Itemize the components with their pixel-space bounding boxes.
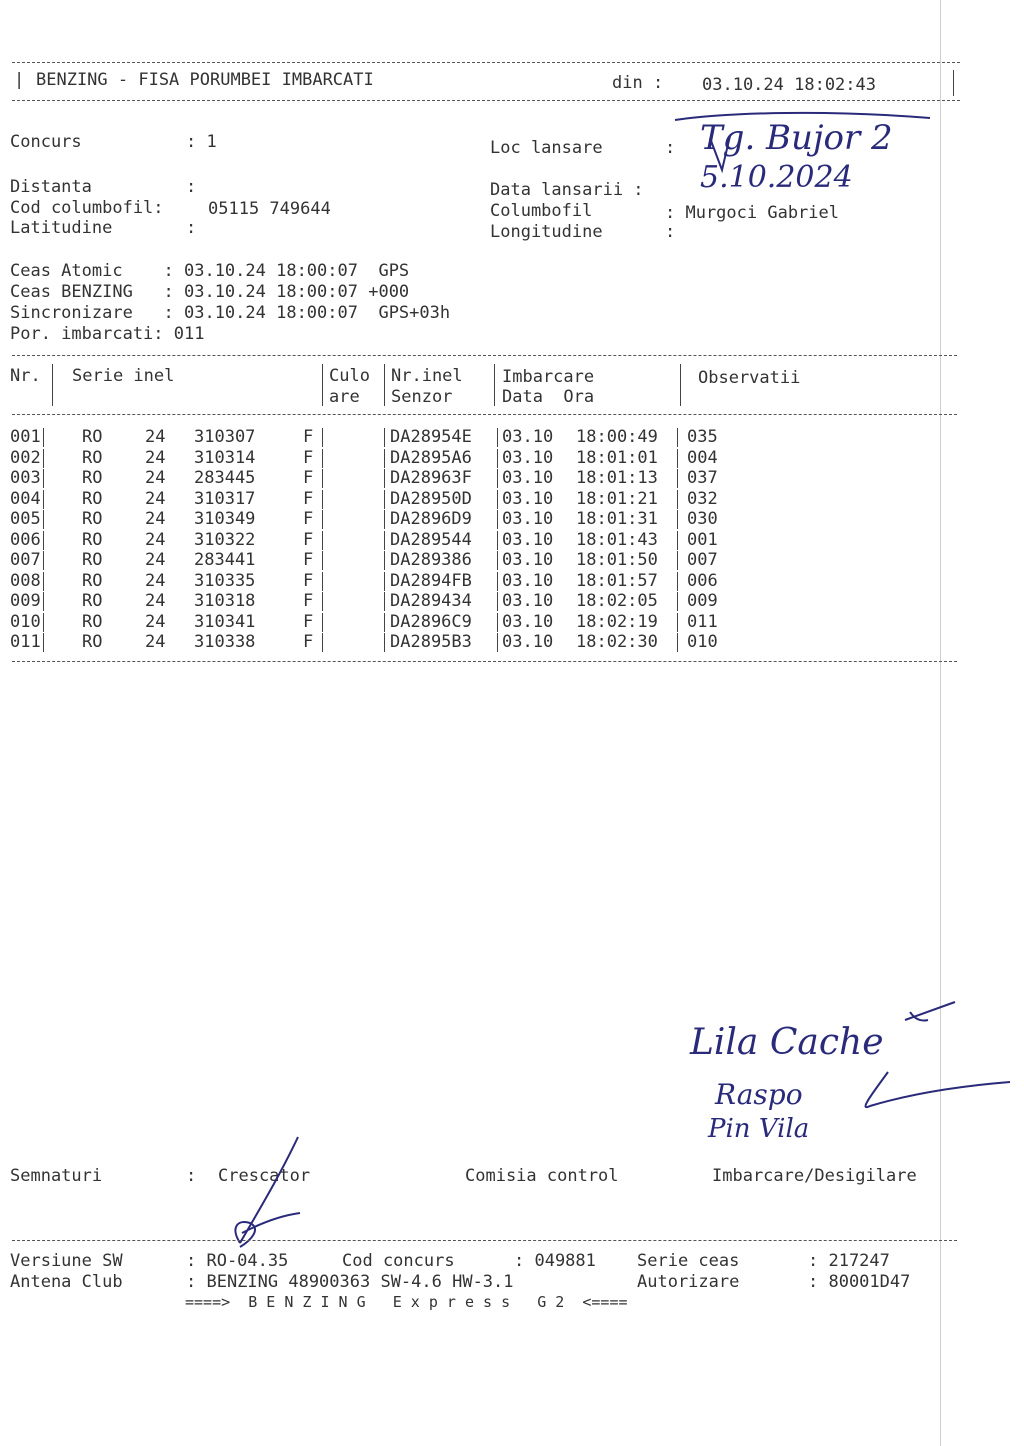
cell-nr: 010	[10, 611, 41, 632]
cell-sex: F	[303, 550, 314, 570]
col-divider-3	[384, 364, 385, 406]
cell-senzor: DA2895B3	[390, 632, 472, 652]
cell-observatii: 007	[687, 550, 718, 570]
cell-tara: RO	[82, 529, 103, 550]
cell-observatii: 035	[687, 427, 718, 447]
cell-observatii: 010	[687, 632, 718, 652]
cell-inel: 310322	[194, 529, 256, 550]
row-divider-ora	[677, 633, 678, 652]
cell-an: 24	[145, 488, 166, 509]
data-lansarii-handwritten: 5.10.2024	[700, 160, 853, 195]
table-row	[0, 632, 960, 652]
cell-ora: 18:01:50	[576, 550, 658, 570]
cell-senzor: DA289386	[390, 550, 472, 570]
row-divider-sex	[322, 613, 323, 632]
col-divider-2	[322, 364, 323, 406]
cell-ora: 18:02:19	[576, 611, 658, 632]
cell-senzor: DA2894FB	[390, 570, 472, 591]
cell-inel: 310307	[194, 427, 256, 447]
cell-data: 03.10	[502, 632, 554, 652]
cell-senzor: DA2896D9	[390, 509, 472, 529]
sincronizare-line: Sincronizare : 03.10.24 18:00:07 GPS+03h	[10, 303, 451, 323]
row-divider-nr	[43, 592, 44, 611]
col-observatii-header: Observatii	[698, 368, 801, 388]
row-divider-senzor	[497, 592, 498, 611]
latitudine-label: Latitudine	[10, 218, 113, 238]
cell-nr: 011	[10, 632, 41, 652]
cell-an: 24	[145, 427, 166, 447]
row-divider-culoare	[384, 592, 385, 611]
row-divider-sex	[322, 510, 323, 529]
signature-handwritten-2: Raspo	[715, 1078, 803, 1111]
loc-lansare-sep: :	[665, 138, 676, 158]
row-divider-culoare	[384, 531, 385, 550]
concurs-value: : 1	[186, 132, 217, 152]
page-edge-line	[940, 0, 941, 1446]
col-nrinel-header-1: Nr.inel	[391, 366, 463, 386]
row-divider-senzor	[497, 428, 498, 447]
cell-inel: 310318	[194, 591, 256, 611]
row-divider-ora	[677, 551, 678, 570]
cell-ora: 18:02:30	[576, 632, 658, 652]
cell-data: 03.10	[502, 447, 554, 468]
cell-tara: RO	[82, 611, 103, 632]
table-row	[0, 550, 960, 570]
cell-data: 03.10	[502, 488, 554, 509]
imbarcare-desigilare-label: Imbarcare/Desigilare	[712, 1166, 917, 1186]
cell-ora: 18:01:43	[576, 529, 658, 550]
footer-top-rule	[12, 1240, 957, 1241]
cell-ora: 18:01:57	[576, 570, 658, 591]
longitudine-sep: :	[665, 222, 676, 242]
table-row	[0, 448, 960, 468]
row-divider-senzor	[497, 633, 498, 652]
cell-ora: 18:00:49	[576, 427, 658, 447]
cell-inel: 310317	[194, 488, 256, 509]
cell-sex: F	[303, 529, 314, 550]
row-divider-sex	[322, 592, 323, 611]
cell-nr: 005	[10, 509, 41, 529]
cell-nr: 006	[10, 529, 41, 550]
cell-senzor: DA289544	[390, 529, 472, 550]
row-divider-sex	[322, 633, 323, 652]
cell-nr: 001	[10, 427, 41, 447]
cell-an: 24	[145, 591, 166, 611]
col-imbarcare-header-1: Imbarcare	[502, 367, 595, 387]
row-divider-ora	[677, 531, 678, 550]
cell-senzor: DA28950D	[390, 488, 472, 509]
row-divider-sex	[322, 428, 323, 447]
table-row	[0, 612, 960, 632]
benzing-banner: ====> B E N Z I N G E x p r e s s G 2 <====	[185, 1293, 628, 1311]
serie-ceas-label: Serie ceas	[637, 1251, 740, 1271]
cell-observatii: 037	[687, 468, 718, 488]
cell-data: 03.10	[502, 550, 554, 570]
cell-data: 03.10	[502, 570, 554, 591]
row-divider-culoare	[384, 490, 385, 509]
row-divider-nr	[43, 510, 44, 529]
semnaturi-sep: :	[186, 1166, 197, 1186]
row-divider-culoare	[384, 551, 385, 570]
cell-an: 24	[145, 550, 166, 570]
header-title: BENZING - FISA PORUMBEI IMBARCATI	[36, 70, 374, 90]
cell-tara: RO	[82, 488, 103, 509]
row-divider-nr	[43, 633, 44, 652]
cell-an: 24	[145, 509, 166, 529]
cell-sex: F	[303, 570, 314, 591]
cell-senzor: DA289434	[390, 591, 472, 611]
cell-inel: 310341	[194, 611, 256, 632]
cell-observatii: 004	[687, 447, 718, 468]
cell-senzor: DA2895A6	[390, 447, 472, 468]
cell-data: 03.10	[502, 509, 554, 529]
cell-tara: RO	[82, 427, 103, 447]
cell-senzor: DA28954E	[390, 427, 472, 447]
row-divider-culoare	[384, 633, 385, 652]
row-divider-ora	[677, 449, 678, 468]
cell-senzor: DA28963F	[390, 468, 472, 488]
row-divider-ora	[677, 469, 678, 488]
cell-ora: 18:01:21	[576, 488, 658, 509]
cell-ora: 18:01:01	[576, 447, 658, 468]
cell-ora: 18:01:13	[576, 468, 658, 488]
cell-tara: RO	[82, 447, 103, 468]
row-divider-nr	[43, 531, 44, 550]
data-lansarii-label: Data lansarii :	[490, 180, 644, 200]
versiune-sw-value: : RO-04.35	[186, 1251, 289, 1271]
cell-sex: F	[303, 632, 314, 652]
cell-tara: RO	[82, 591, 103, 611]
cell-observatii: 009	[687, 591, 718, 611]
crescator-signature	[210, 1135, 320, 1255]
cell-nr: 002	[10, 447, 41, 468]
row-divider-culoare	[384, 449, 385, 468]
row-divider-senzor	[497, 572, 498, 591]
cell-observatii: 032	[687, 488, 718, 509]
row-divider-nr	[43, 490, 44, 509]
autorizare-label: Autorizare	[637, 1272, 740, 1292]
cell-sex: F	[303, 488, 314, 509]
header-din-value: 03.10.24 18:02:43	[702, 75, 876, 95]
col-culoare-header-2: are	[329, 387, 360, 407]
row-divider-senzor	[497, 469, 498, 488]
cod-columbofil-value: 05115 749644	[208, 199, 331, 219]
row-divider-nr	[43, 613, 44, 632]
header-left-bar: |	[14, 70, 25, 90]
cell-observatii: 006	[687, 570, 718, 591]
ceas-atomic-line: Ceas Atomic : 03.10.24 18:00:07 GPS	[10, 261, 410, 281]
row-divider-culoare	[384, 469, 385, 488]
latitudine-sep: :	[186, 218, 197, 238]
cod-concurs-value: : 049881	[514, 1251, 596, 1271]
header-din-label: din :	[612, 73, 664, 93]
cell-data: 03.10	[502, 611, 554, 632]
cell-observatii: 011	[687, 611, 718, 632]
row-divider-sex	[322, 490, 323, 509]
col-nrinel-header-2: Senzor	[391, 387, 453, 407]
semnaturi-label: Semnaturi	[10, 1166, 103, 1186]
crescator-label: Crescator	[218, 1166, 311, 1186]
header-top-rule	[12, 62, 960, 63]
comisia-control-label: Comisia control	[465, 1166, 619, 1186]
row-divider-ora	[677, 613, 678, 632]
longitudine-label: Longitudine	[490, 222, 603, 242]
cell-inel: 310314	[194, 447, 256, 468]
cell-observatii: 030	[687, 509, 718, 529]
table-row	[0, 468, 960, 488]
cell-data: 03.10	[502, 468, 554, 488]
row-divider-ora	[677, 428, 678, 447]
loc-lansare-handwritten: Tg. Bujor 2	[700, 118, 893, 158]
cell-an: 24	[145, 447, 166, 468]
table-bottom-rule	[12, 661, 957, 662]
por-imbarcati-line: Por. imbarcati: 011	[10, 324, 205, 344]
row-divider-nr	[43, 469, 44, 488]
row-divider-nr	[43, 449, 44, 468]
row-divider-nr	[43, 551, 44, 570]
cell-an: 24	[145, 632, 166, 652]
cell-tara: RO	[82, 550, 103, 570]
table-row	[0, 530, 960, 550]
row-divider-nr	[43, 572, 44, 591]
cell-an: 24	[145, 529, 166, 550]
cell-observatii: 001	[687, 529, 718, 550]
cell-inel: 283441	[194, 550, 256, 570]
row-divider-sex	[322, 531, 323, 550]
signature-handwritten-3: Pin Vila	[708, 1114, 810, 1144]
cell-an: 24	[145, 468, 166, 488]
cell-sex: F	[303, 427, 314, 447]
cell-nr: 008	[10, 570, 41, 591]
signature-handwritten-1: Lila Cache	[690, 1022, 884, 1063]
cell-tara: RO	[82, 570, 103, 591]
cod-columbofil-label: Cod columbofil:	[10, 198, 164, 218]
distanta-label: Distanta	[10, 177, 92, 197]
cell-sex: F	[303, 447, 314, 468]
table-row	[0, 591, 960, 611]
table-row	[0, 571, 960, 591]
antena-club-value: : BENZING 48900363 SW-4.6 HW-3.1	[186, 1272, 514, 1292]
cell-an: 24	[145, 611, 166, 632]
col-divider-4	[494, 364, 495, 406]
table-header-rule	[12, 414, 957, 415]
cell-inel: 310338	[194, 632, 256, 652]
col-culoare-header-1: Culo	[329, 366, 370, 386]
loc-lansare-label: Loc lansare	[490, 138, 603, 158]
cell-an: 24	[145, 570, 166, 591]
autorizare-value: : 80001D47	[808, 1272, 911, 1292]
cell-tara: RO	[82, 632, 103, 652]
cell-inel: 310335	[194, 570, 256, 591]
cell-senzor: DA2896C9	[390, 611, 472, 632]
ceas-benzing-line: Ceas BENZING : 03.10.24 18:00:07 +000	[10, 282, 410, 302]
row-divider-sex	[322, 469, 323, 488]
cell-inel: 310349	[194, 509, 256, 529]
col-imbarcare-header-2: Data Ora	[502, 387, 595, 407]
row-divider-ora	[677, 572, 678, 591]
row-divider-senzor	[497, 551, 498, 570]
versiune-sw-label: Versiune SW	[10, 1251, 123, 1271]
col-divider-1	[52, 364, 53, 406]
row-divider-senzor	[497, 449, 498, 468]
antena-club-label: Antena Club	[10, 1272, 123, 1292]
cod-concurs-label: Cod concurs	[342, 1251, 455, 1271]
row-divider-senzor	[497, 510, 498, 529]
cell-sex: F	[303, 611, 314, 632]
cell-data: 03.10	[502, 427, 554, 447]
cell-data: 03.10	[502, 529, 554, 550]
row-divider-culoare	[384, 613, 385, 632]
table-row	[0, 489, 960, 509]
distanta-sep: :	[186, 177, 197, 197]
columbofil-label: Columbofil	[490, 201, 593, 221]
header-right-bar	[953, 70, 954, 96]
cell-nr: 007	[10, 550, 41, 570]
row-divider-senzor	[497, 490, 498, 509]
cell-tara: RO	[82, 509, 103, 529]
cell-inel: 283445	[194, 468, 256, 488]
row-divider-sex	[322, 572, 323, 591]
columbofil-value: : Murgoci Gabriel	[665, 203, 839, 223]
cell-nr: 004	[10, 488, 41, 509]
cell-sex: F	[303, 591, 314, 611]
cell-ora: 18:01:31	[576, 509, 658, 529]
cell-nr: 003	[10, 468, 41, 488]
col-nr-header: Nr.	[10, 366, 41, 386]
row-divider-nr	[43, 428, 44, 447]
row-divider-ora	[677, 592, 678, 611]
table-row	[0, 427, 960, 447]
table-top-rule	[12, 355, 957, 356]
row-divider-culoare	[384, 572, 385, 591]
concurs-label: Concurs	[10, 132, 82, 152]
cell-tara: RO	[82, 468, 103, 488]
row-divider-sex	[322, 551, 323, 570]
row-divider-culoare	[384, 510, 385, 529]
cell-sex: F	[303, 468, 314, 488]
row-divider-senzor	[497, 613, 498, 632]
row-divider-sex	[322, 449, 323, 468]
header-bottom-rule	[12, 100, 960, 101]
cell-ora: 18:02:05	[576, 591, 658, 611]
table-row	[0, 509, 960, 529]
row-divider-ora	[677, 510, 678, 529]
col-serie-header: Serie inel	[72, 366, 175, 386]
cell-sex: F	[303, 509, 314, 529]
col-divider-5	[680, 364, 681, 406]
row-divider-culoare	[384, 428, 385, 447]
cell-nr: 009	[10, 591, 41, 611]
serie-ceas-value: : 217247	[808, 1251, 890, 1271]
row-divider-ora	[677, 490, 678, 509]
cell-data: 03.10	[502, 591, 554, 611]
row-divider-senzor	[497, 531, 498, 550]
signature-stroke-marks	[850, 990, 1020, 1120]
